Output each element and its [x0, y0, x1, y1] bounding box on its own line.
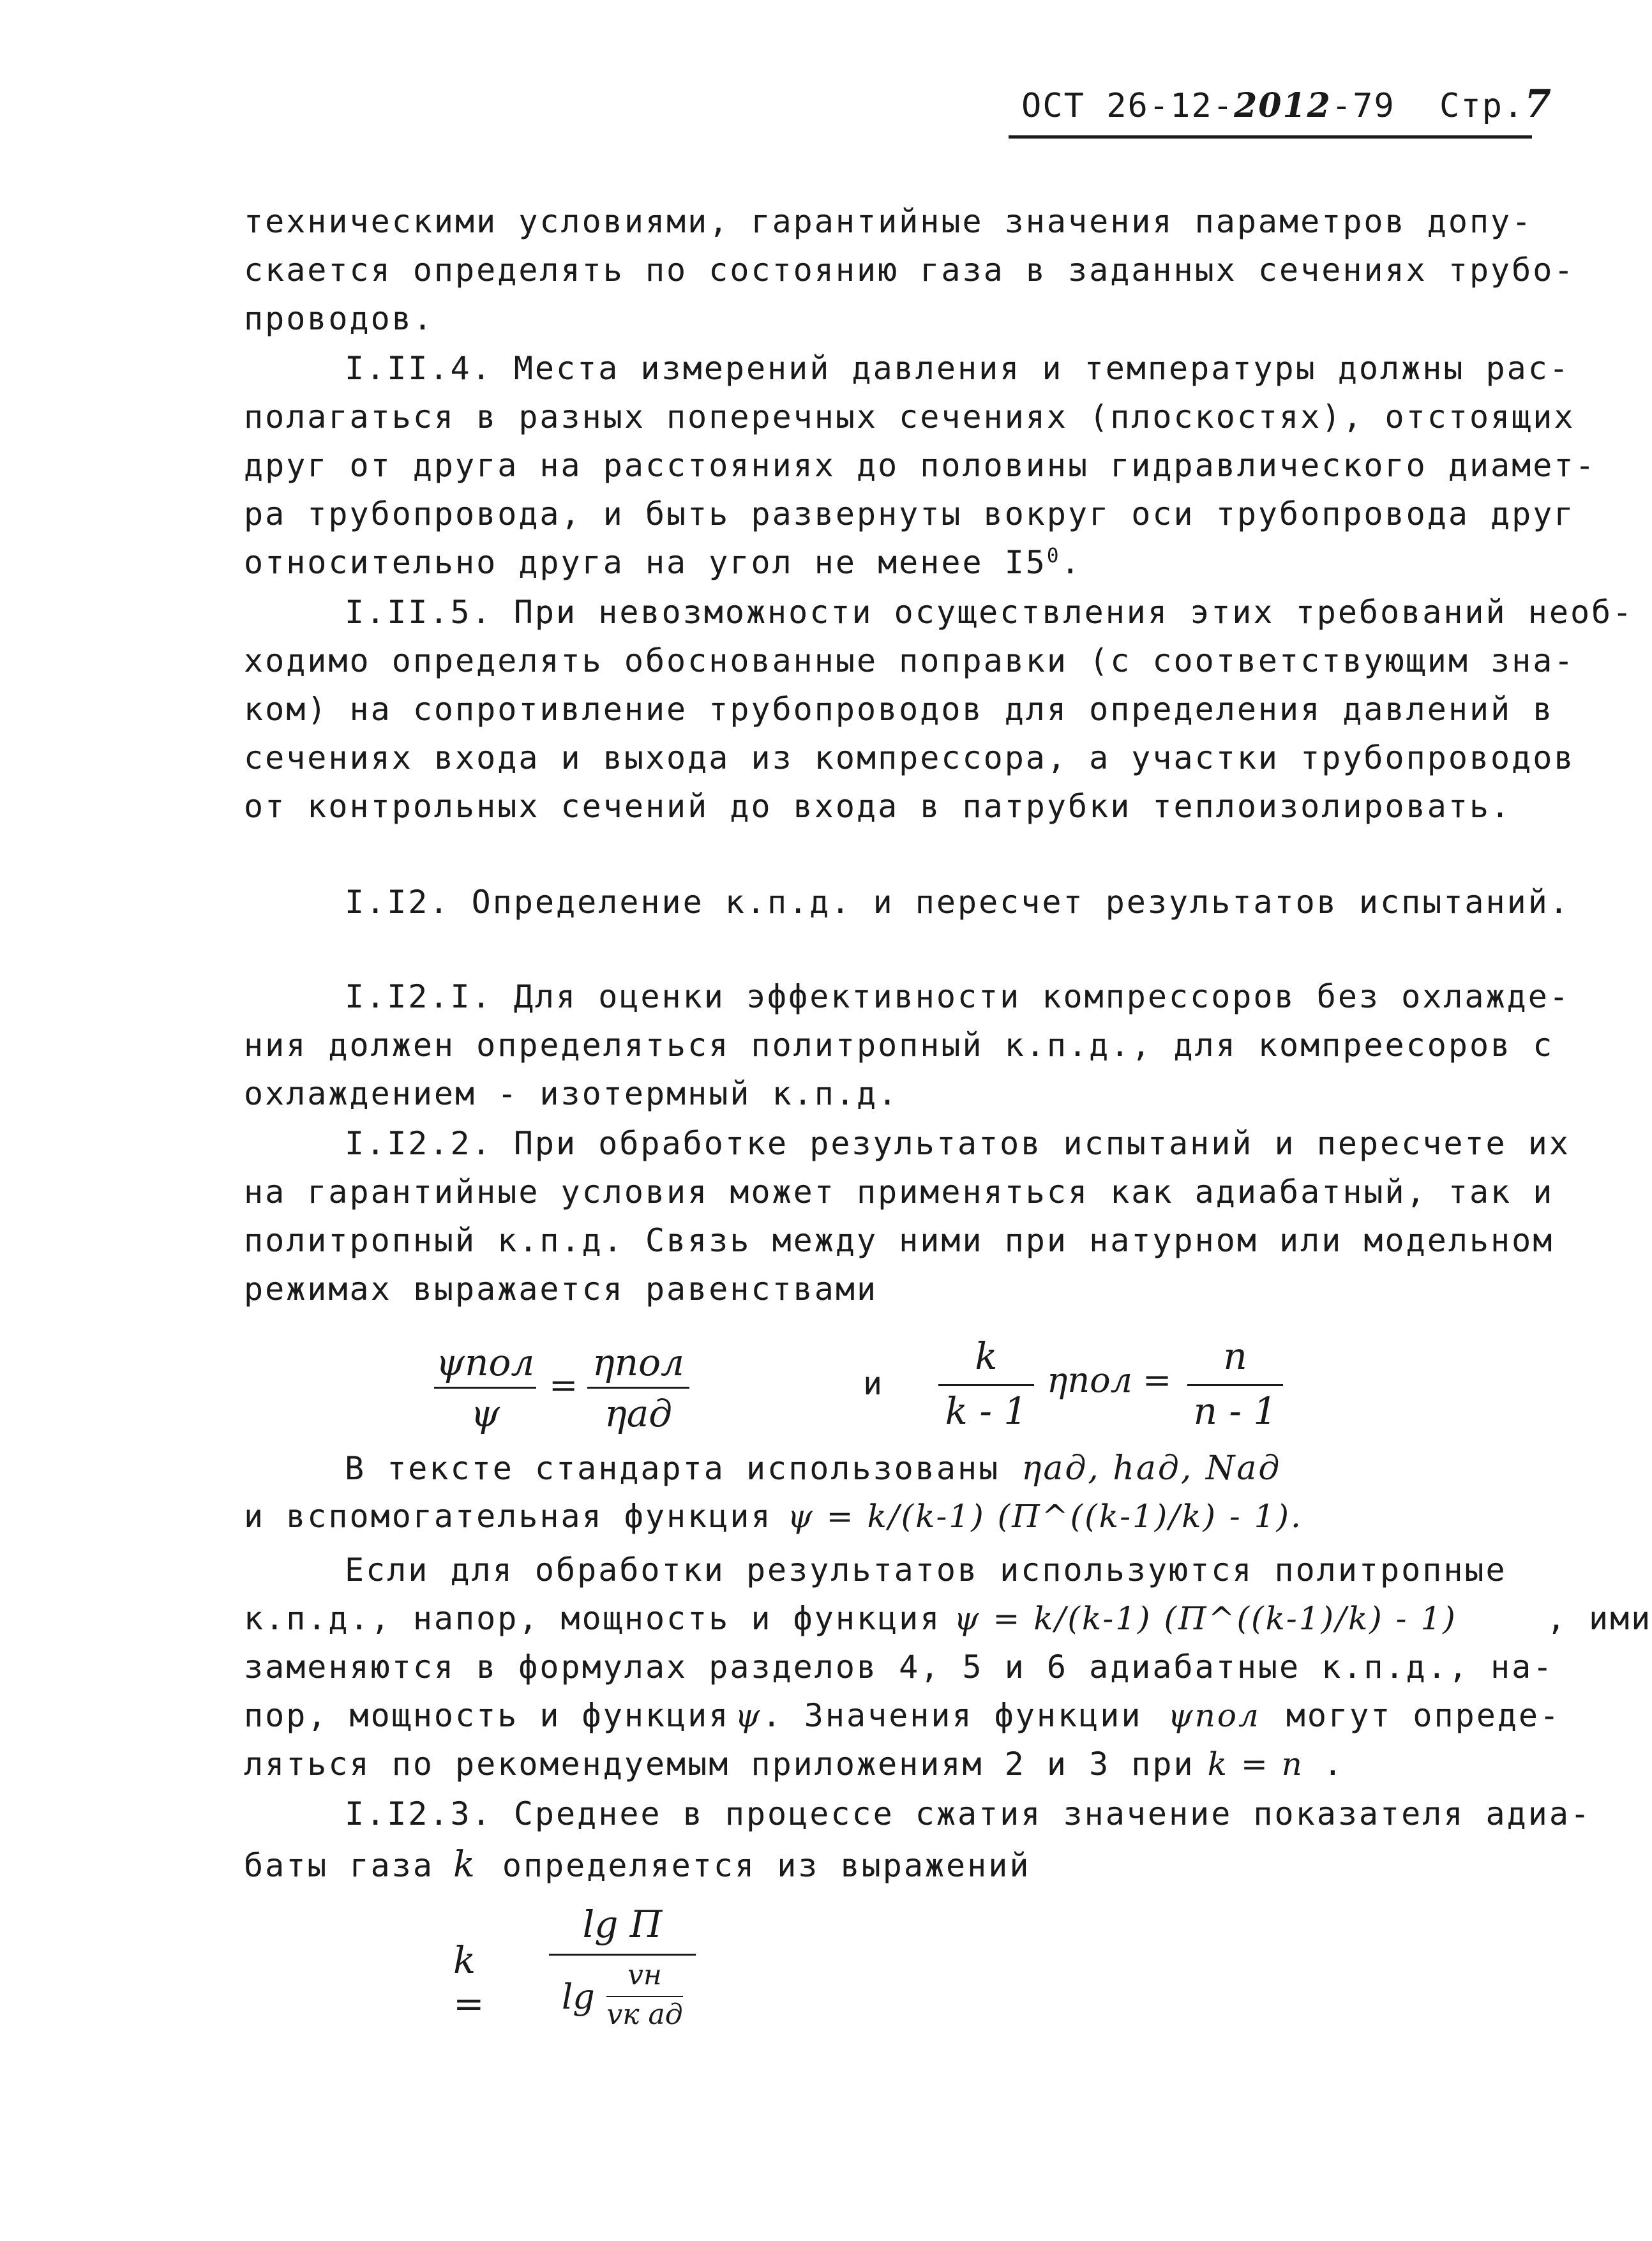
text-line: I.I2.3. Среднее в процессе сжатия значение показателя адиа- [345, 1795, 1592, 1832]
text-line: охлаждением - изотермный к.п.д. [244, 1075, 899, 1112]
page-label: Стр. [1439, 87, 1525, 125]
psi-symbol: ψ [735, 1697, 762, 1734]
text-fragment: и вспомогательная функция [244, 1498, 772, 1535]
equals-sign: = [549, 1365, 578, 1405]
text-line: проводов. [244, 300, 434, 337]
text-fragment: . Значения функции [762, 1697, 1143, 1734]
text-line: полагаться в разных поперечных сечениях (плоскостях), отстоящих [244, 398, 1575, 435]
eq1-numerator: ψпол [435, 1341, 535, 1384]
eq3-inner-numerator: vн [627, 1959, 662, 1991]
text-fragment: баты газа [244, 1847, 434, 1884]
text-line: на гарантийные условия может применяться как адиабатный, так и [244, 1173, 1554, 1211]
k-equals-n: k = n [1207, 1746, 1304, 1783]
standard-code-prefix: ОСТ 26-12- [1021, 87, 1235, 125]
text-fragment: . [1060, 544, 1082, 581]
text-fragment: . [1323, 1746, 1344, 1783]
section-heading: I.I2. Определение к.п.д. и пересчет результатов испытаний. [345, 884, 1570, 921]
eq2-n-numerator: n [1223, 1334, 1247, 1378]
text-line: I.I2.I. Для оценки эффективности компрессоров без охлажде- [345, 978, 1570, 1015]
psi-pol-symbol: ψпол [1168, 1697, 1261, 1734]
standard-code-suffix: -79 [1331, 87, 1395, 125]
text-line [345, 1449, 1281, 1488]
text-fragment: определяется из выражений [502, 1847, 1031, 1884]
eq1-rhs-denominator: ηад [604, 1392, 673, 1435]
text-fragment: могут опреде- [1286, 1697, 1561, 1734]
eq1-rhs-numerator: ηпол [592, 1341, 684, 1384]
text-line: техническими условиями, гарантийные значения параметров допу- [244, 203, 1533, 240]
fraction-bar [606, 1996, 683, 1997]
text-line: ния должен определяться политропный к.п.д., для компреесоров с [244, 1027, 1554, 1064]
eq2-k-denominator: k - 1 [945, 1389, 1028, 1433]
page-number: 7 [1524, 82, 1553, 126]
text-line: Если для обработки результатов используются политропные [345, 1551, 1507, 1588]
eq3-numerator: lg Π [582, 1903, 663, 1946]
eq3-lhs: k = [453, 1938, 484, 2025]
fraction-bar [587, 1387, 689, 1389]
text-line [244, 1498, 1303, 1535]
k-symbol: k [453, 1844, 477, 1885]
text-line: политропный к.п.д. Связь между ними при натурном или модельном [244, 1222, 1554, 1259]
text-fragment: пор, мощность и функция [244, 1697, 730, 1734]
text-line: I.I2.2. При обработке результатов испытаний и пересчете их [345, 1125, 1570, 1162]
text-fragment: В тексте стандарта использованы [345, 1450, 1000, 1487]
text-line [244, 1844, 1030, 1885]
text-fragment: относительно друга на угол не менее I5 [244, 544, 1047, 581]
text-line: ра трубопровода, и быть развернуты вокруг оси трубопровода друг [244, 495, 1575, 532]
text-line [244, 1746, 1344, 1783]
eq3-denominator-lg: lg [562, 1977, 595, 2017]
eq2-eta-pol: ηпол [1047, 1360, 1133, 1400]
conjunction: и [863, 1365, 885, 1402]
eq2-n-denominator: n - 1 [1193, 1389, 1277, 1433]
fraction-bar [549, 1954, 696, 1956]
eq2-k-numerator: k [975, 1334, 998, 1378]
page-header [1021, 82, 1553, 126]
text-line: сечениях входа и выхода из компрессора, а участки трубопроводов [244, 739, 1575, 776]
eq1-denominator: ψ [470, 1392, 500, 1435]
eq3-inner-denominator: vк ад [606, 1998, 683, 2031]
text-fragment: к.п.д., напор, мощность и функция [244, 1600, 942, 1637]
text-line: заменяются в формулах разделов 4, 5 и 6 адиабатные к.п.д., на- [244, 1649, 1554, 1686]
text-line: ходимо определять обоснованные поправки (с соответствующим знa- [244, 642, 1575, 679]
text-line [244, 1600, 1652, 1637]
text-line: I.II.5. При невозможности осуществления этих требований необ- [345, 594, 1634, 631]
text-line: скается определять по состоянию газа в заданных сечениях трубо- [244, 252, 1575, 289]
text-line [244, 1697, 1561, 1734]
text-line: I.II.4. Места измерений давления и температуры должны рас- [345, 350, 1570, 387]
text-line: друг от друга на расстояниях до половины гидравлического диамет- [244, 447, 1596, 484]
standard-code-number: 2012 [1234, 86, 1332, 125]
text-line: ком) на сопротивление трубопроводов для определения давлений в [244, 691, 1554, 728]
symbols-list: ηад, hад, Nад [1021, 1449, 1282, 1488]
degree-superscript: 0 [1046, 544, 1061, 568]
fraction-bar [434, 1387, 536, 1389]
text-line: режимах выражается равенствами [244, 1271, 878, 1308]
text-fragment: ляться по рекомендуемым приложениям 2 и 3 при [244, 1746, 1195, 1783]
text-line [244, 544, 1082, 581]
text-line: от контрольных сечений до входа в патрубки теплоизолировать. [244, 788, 1512, 825]
header-rule [1009, 135, 1532, 139]
fraction-bar [938, 1384, 1034, 1386]
auxiliary-function: ψ = k/(k-1) (Π^((k-1)/k) - 1). [787, 1498, 1303, 1535]
fraction-bar [1187, 1384, 1283, 1386]
equals-sign: = [1143, 1360, 1172, 1400]
polytropic-function: ψ = k/(k-1) (Π^((k-1)/k) - 1) [954, 1600, 1457, 1637]
text-fragment: , ими [1546, 1600, 1652, 1637]
